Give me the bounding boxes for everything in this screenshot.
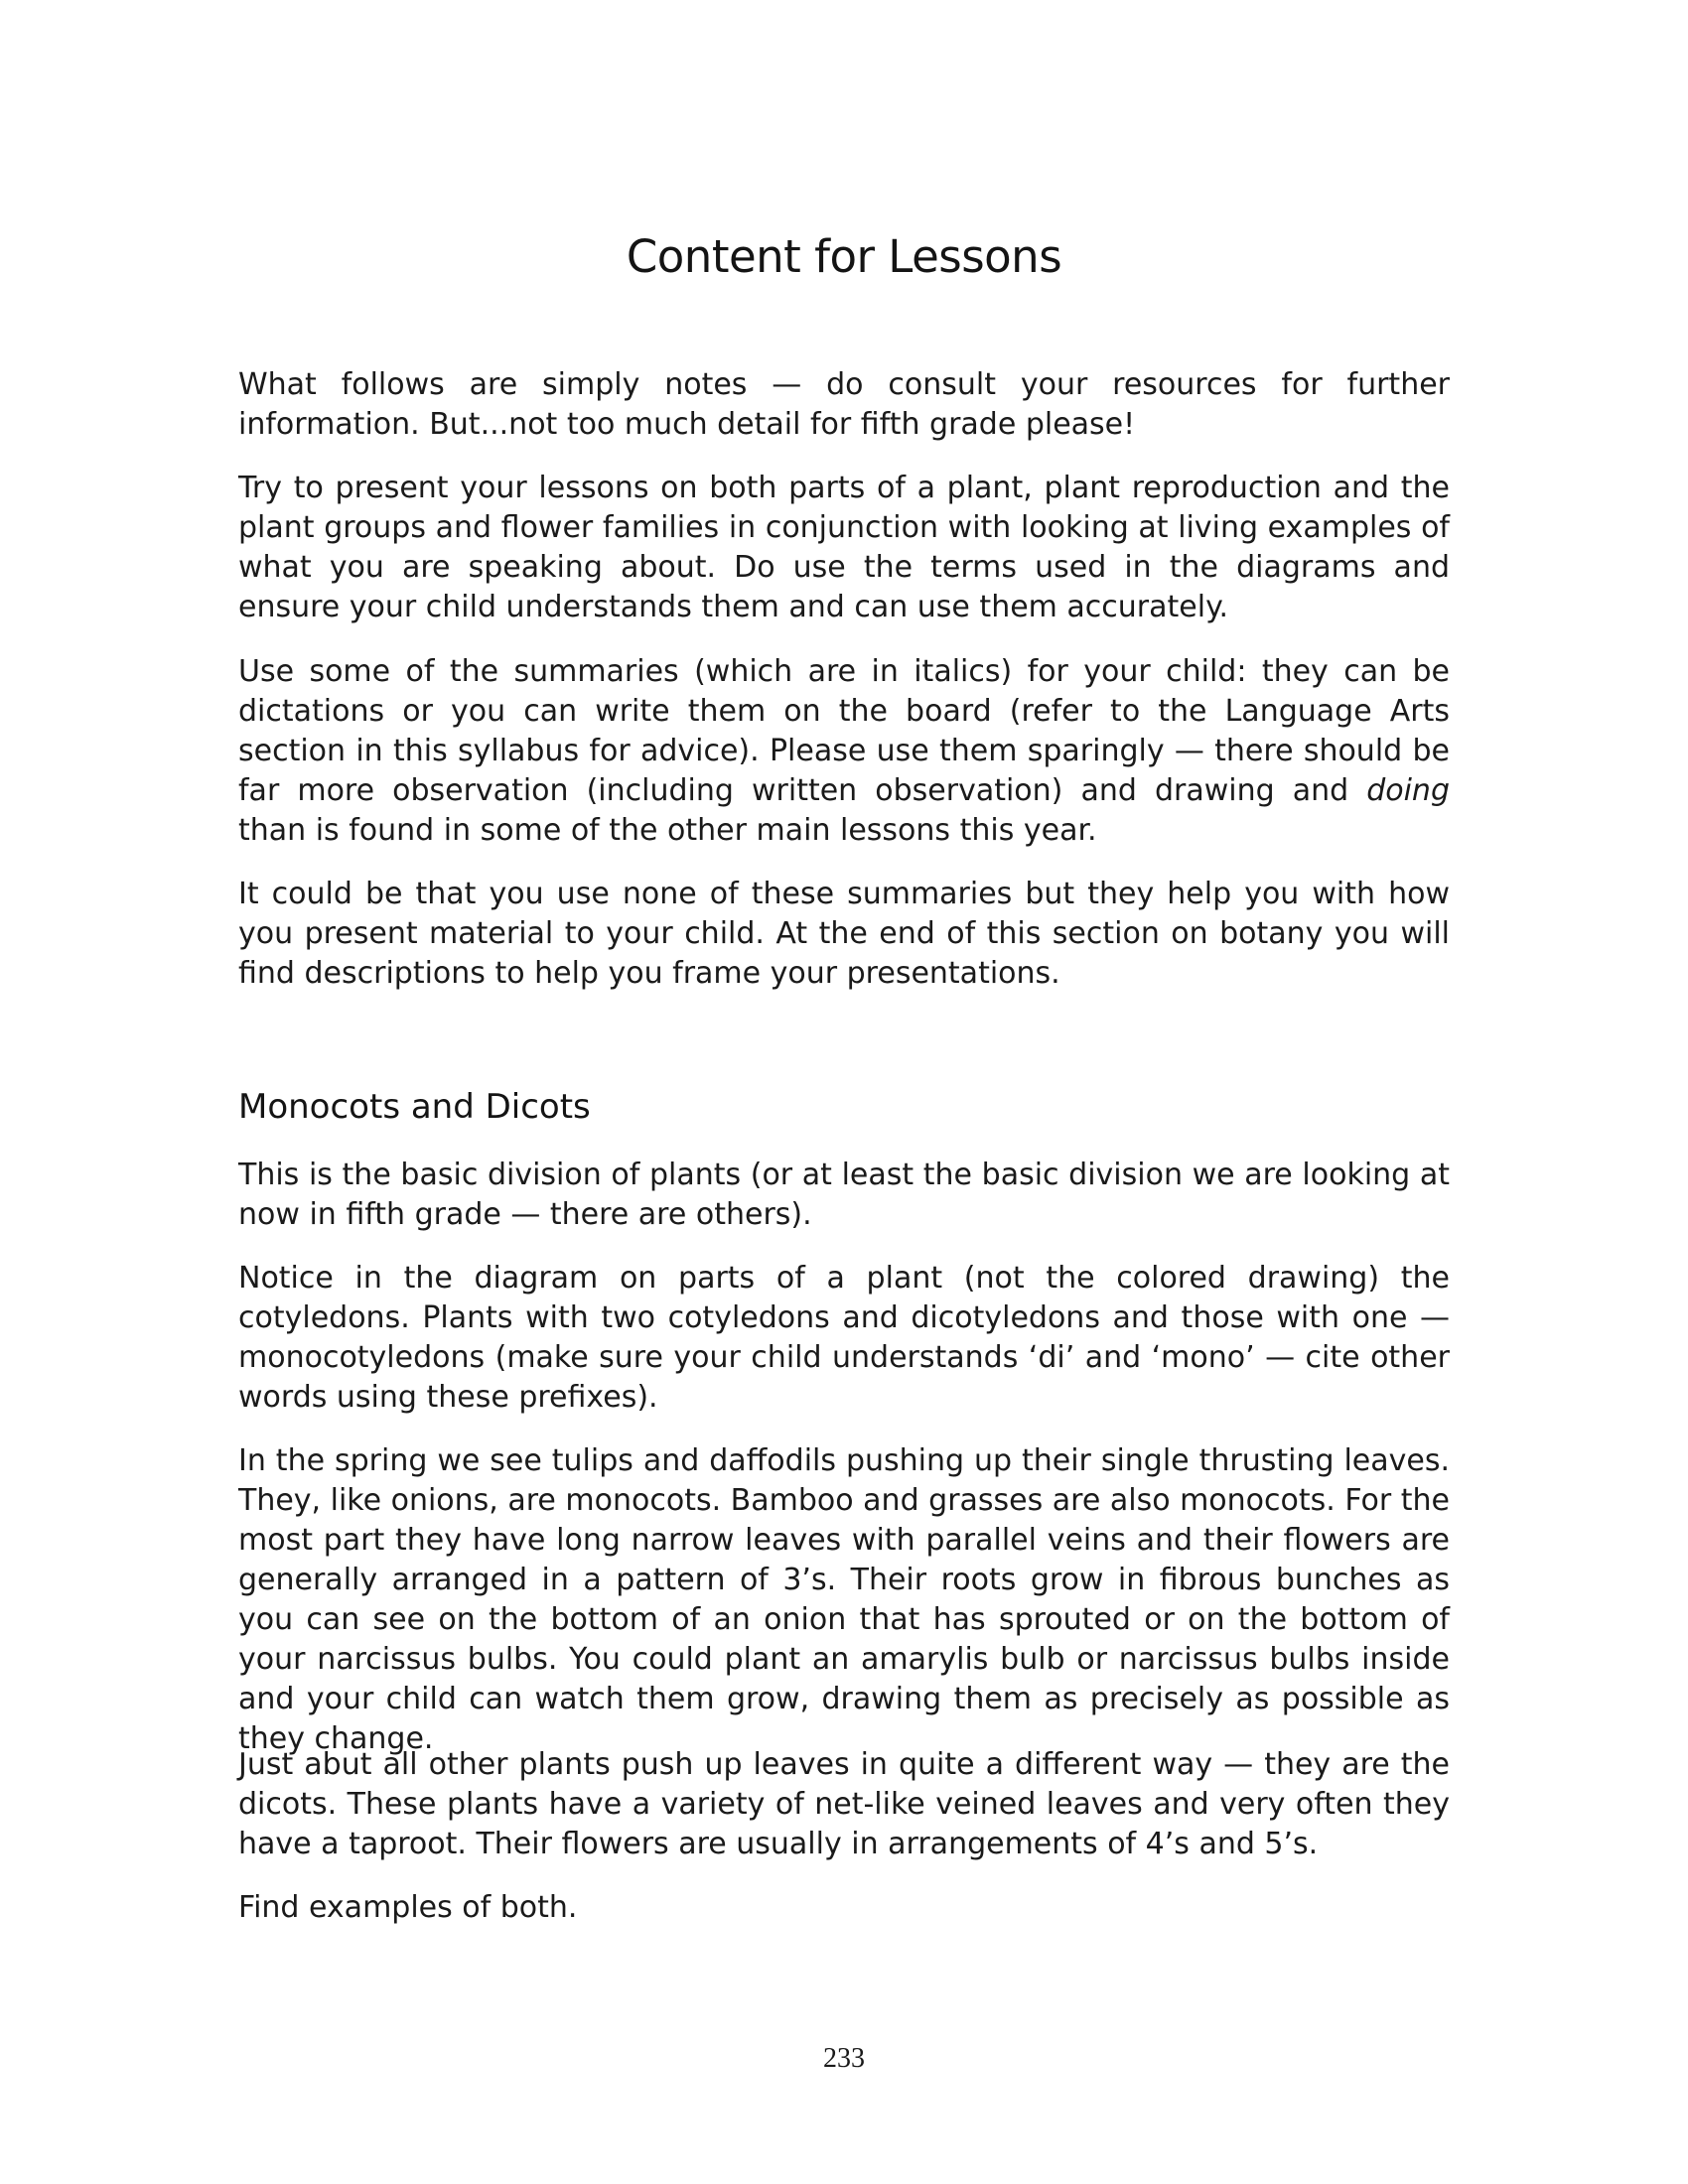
intro-paragraph-3 <box>238 652 1450 851</box>
section-paragraph-2: Notice in the diagram on parts of a plant (not the colored drawing) the cotyledons. Plants with two cotyledons and dicotyledons and those with one — monocotyledons (make sure your child understands ‘di’ and ‘mono’ — cite other words using these prefixes). <box>238 1261 1450 1415</box>
intro-paragraph-2: Try to present your lessons on both parts of a plant, plant reproduction and the plant groups and flower families in conjunction with looking at living examples of what you are speaking about. Do use the terms used in the diagrams and ensure your child understands them and can use them accurately. <box>238 471 1450 624</box>
page-title: Content for Lessons <box>626 230 1062 283</box>
intro-paragraph-3-end: than is found in some of the other main lessons this year. <box>238 813 1097 848</box>
section-paragraph-3: In the spring we see tulips and daffodils pushing up their single thrusting leaves. They, like onions, are monocots. Bamboo and grasses are also monocots. For the most part they have long narrow leaves with parallel veins and their flowers are generally arranged in a pattern of 3’s. Their roots grow in fibrous bunches as you can see on the bottom of an onion that has sprouted or on the bottom of your narcissus bulbs. You could plant an amarylis bulb or narcissus bulbs inside and your child can watch them grow, drawing them as precisely as possible as they change. <box>238 1443 1450 1756</box>
page-number: 233 <box>823 2043 865 2074</box>
intro-paragraph-3-emphasis: doing <box>1366 773 1450 808</box>
section-paragraph-5: Find examples of both. <box>238 1890 578 1925</box>
section-paragraph-1: This is the basic division of plants (or at least the basic division we are looking at now in fifth grade — there are others). <box>238 1158 1450 1232</box>
intro-paragraph-1: What follows are simply notes — do consult your resources for further information. But...not too much detail for fifth grade please! <box>238 367 1450 442</box>
section-heading: Monocots and Dicots <box>238 1087 591 1127</box>
intro-paragraph-3-start: Use some of the summaries (which are in italics) for your child: they can be dictations or you can write them on the board (refer to the Language Arts section in this syllabus for advice). Please use them sparingly — there should be far more observation (including written observation) and drawing and <box>238 654 1450 808</box>
section-paragraph-4: Just abut all other plants push up leaves in quite a different way — they are the dicots. These plants have a variety of net-like veined leaves and very often they have a taproot. Their flowers are usually in arrangements of 4’s and 5’s. <box>238 1747 1450 1861</box>
intro-paragraph-4: It could be that you use none of these summaries but they help you with how you present material to your child. At the end of this section on botany you will find descriptions to help you frame your presentations. <box>238 877 1450 991</box>
